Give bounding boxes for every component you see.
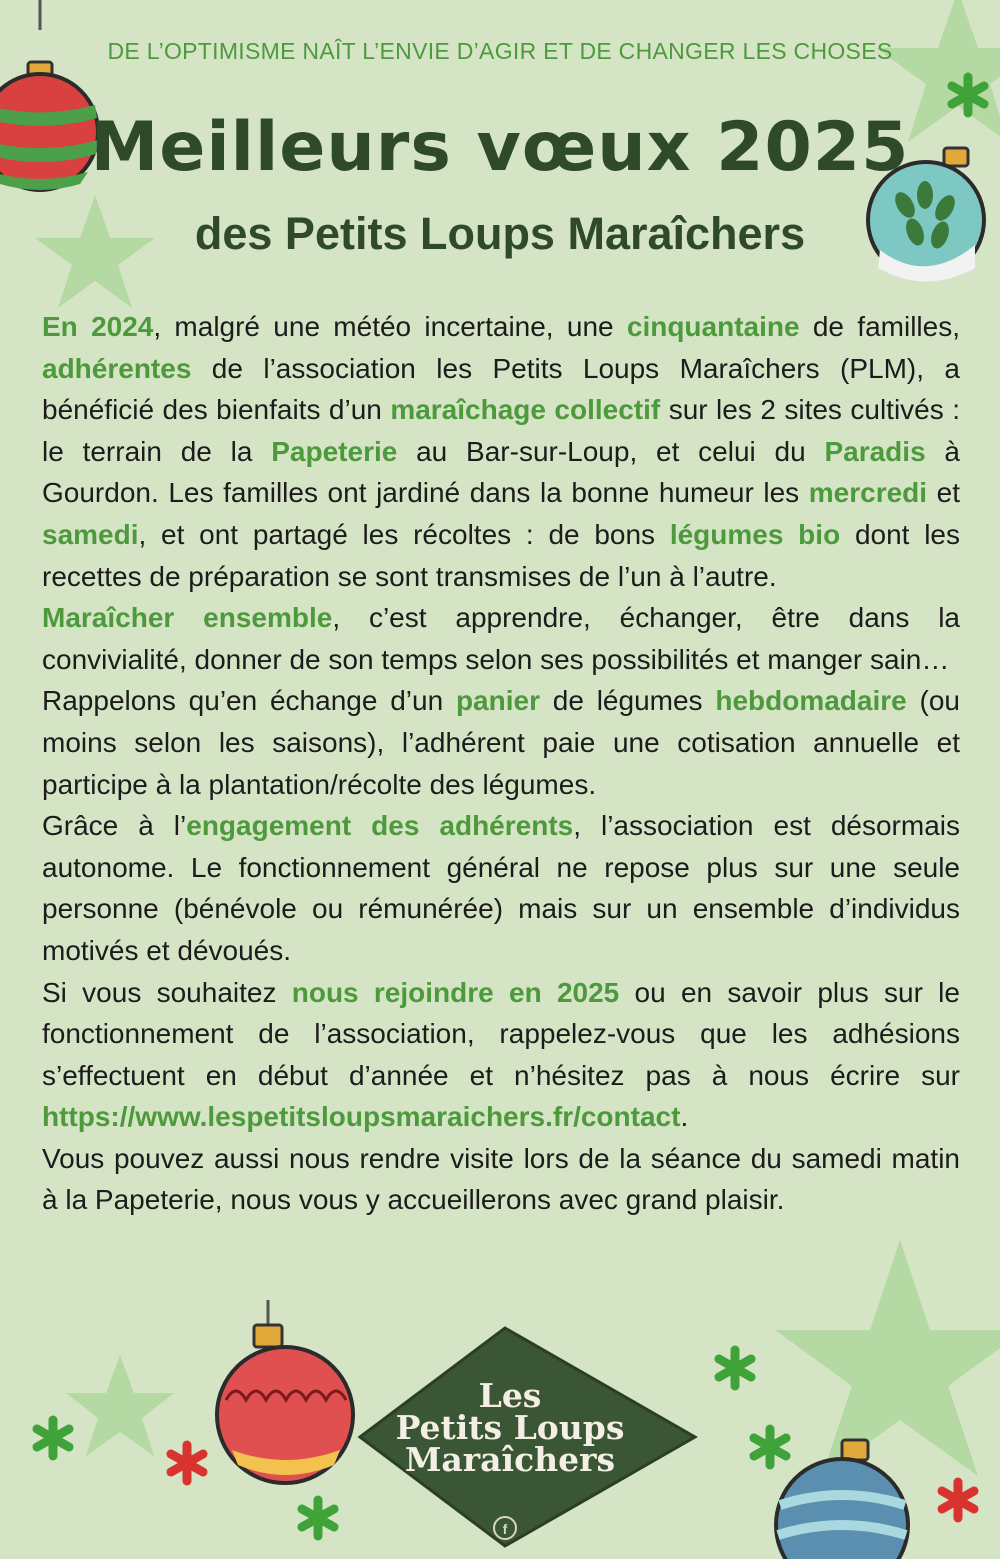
- body-text: de légumes: [539, 685, 716, 717]
- body-text: au Bar-sur-Loup, et celui du: [397, 435, 825, 467]
- star-shape: [775, 1240, 1000, 1476]
- highlight-text: cinquantaine: [626, 311, 800, 342]
- highlight-text: https://www.lespetitsloupsmaraichers.fr/contact: [42, 1101, 681, 1133]
- bauble-red-icon: [217, 1300, 353, 1483]
- star-shape: [66, 1355, 174, 1456]
- highlight-text: mercredi: [808, 477, 928, 509]
- asterisk-icon: [171, 1445, 203, 1481]
- highlight-text: panier: [455, 685, 540, 717]
- body-text: à Gourdon. Les familles ont jardiné dans la bonne humeur les: [42, 435, 960, 509]
- page-title: Meilleurs vœux 2025: [90, 108, 910, 187]
- asterisk-icon: [754, 1429, 786, 1465]
- paragraph: [42, 306, 960, 597]
- asterisk-icon: [942, 1482, 974, 1518]
- body-text: Si vous souhaitez: [42, 976, 292, 1008]
- body-text: sur les 2 sites cultivés : le terrain de la: [42, 394, 960, 467]
- highlight-text: samedi: [42, 518, 139, 550]
- highlight-text: maraîchage collectif: [390, 394, 661, 426]
- paragraph: [42, 972, 960, 1138]
- body-text: de l’association les Petits Loups Maraîchers (PLM), a bénéficié des bienfaits d’un: [42, 352, 960, 426]
- body-text: (ou moins selon les saisons), l’adhérent paie une cotisation annuelle et participe à la plantation/récolte des légumes.: [42, 685, 960, 800]
- bauble-blue-icon: [776, 1440, 908, 1559]
- paragraph: [42, 680, 960, 805]
- article-body: [42, 306, 960, 1221]
- body-text: , malgré une météo incertaine, une: [153, 311, 627, 342]
- body-text: dont les recettes de préparation se sont transmises de l’un à l’autre.: [42, 518, 960, 592]
- paragraph: [42, 1138, 960, 1221]
- asterisk-icon: [37, 1420, 69, 1456]
- tagline: DE L’OPTIMISME NAÎT L’ENVIE D’AGIR ET DE CHANGER LES CHOSES: [107, 38, 893, 64]
- logo-line: Les: [478, 1376, 542, 1415]
- logo-line: Maraîchers: [404, 1440, 616, 1479]
- highlight-text: nous rejoindre en 2025: [291, 976, 620, 1008]
- body-text: Rappelons qu’en échange d’un: [42, 685, 456, 717]
- body-text: .: [680, 1101, 689, 1133]
- highlight-text: hebdomadaire: [715, 685, 907, 717]
- body-text: , l’association est désormais autonome. Le fonctionnement général ne repose plus sur une seule personne (bénévole ou rémunérée) mais sur un ensemble d’individus motivés et dévoués.: [42, 810, 960, 966]
- highlight-text: Paradis: [824, 435, 926, 467]
- highlight-text: engagement des adhérents: [186, 810, 574, 842]
- body-text: Vous pouvez aussi nous rendre visite lors de la séance du samedi matin à la Papeterie, nous vous y accueillerons avec grand plaisir.: [42, 1142, 960, 1216]
- paragraph: [42, 597, 960, 680]
- highlight-text: légumes bio: [669, 518, 841, 550]
- highlight-text: adhérentes: [42, 352, 192, 384]
- highlight-text: Maraîcher ensemble: [42, 602, 333, 634]
- body-text: de familles,: [799, 311, 960, 342]
- body-text: , c’est apprendre, échanger, être dans la convivialité, donner de son temps selon ses possibilités et manger sain…: [42, 602, 960, 675]
- highlight-text: Papeterie: [271, 435, 398, 467]
- body-text: ou en savoir plus sur le fonctionnement de l’association, rappelez-vous que les adhésions s’effectuent en début d’année et n’hésitez pas à nous écrire sur: [42, 976, 960, 1091]
- paragraph: [42, 805, 960, 971]
- logo-line: Petits Loups: [395, 1408, 625, 1447]
- logo-text: [360, 1376, 660, 1479]
- body-text: Grâce à l’: [42, 810, 187, 842]
- body-text: et: [927, 477, 961, 509]
- svg-text:f: f: [502, 1521, 508, 1537]
- highlight-text: En 2024: [42, 311, 154, 342]
- body-text: , et ont partagé les récoltes : de bons: [138, 518, 670, 550]
- page-subtitle: des Petits Loups Maraîchers: [194, 208, 806, 259]
- asterisk-icon: [719, 1350, 751, 1386]
- asterisk-icon: [302, 1500, 334, 1536]
